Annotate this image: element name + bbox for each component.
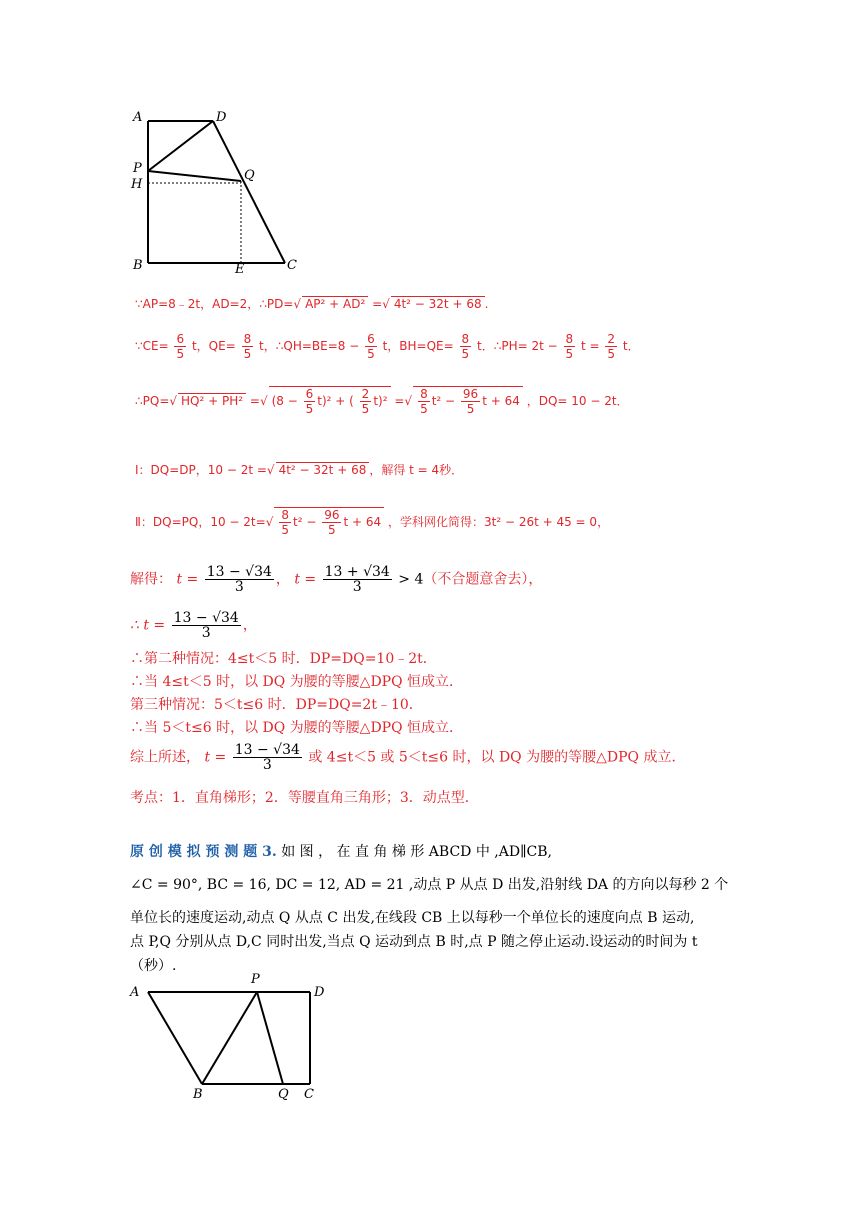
label-Q: Q — [244, 168, 255, 183]
problem-line-1: 原 创 模 拟 预 测 题 3. 如 图 ， 在 直 角 梯 形 ABCD 中 ,AD∥CB, — [130, 844, 552, 860]
problem-title: 原 创 模 拟 预 测 题 3. — [130, 844, 277, 860]
solution-line-5: 第三种情况：5＜t≤6 时．DP=DQ=2t﹣10． — [130, 697, 423, 713]
derivation-line-5: Ⅱ：DQ=PQ，10 − 2t=√ $\frac{8}{5}$ t² − $\frac{96}{5}$ t + 64 ，学科网化简得：3t² − 26t + 45 = 0， — [135, 508, 610, 537]
label-E: E — [235, 262, 245, 277]
derivation-line-2: ∵CE= $\frac{6}{5}$ t，QE= $\frac{8}{5}$ t，∴QH=BE=8 − $\frac{6}{5}$ t，BH=QE= $\frac{8}{5}$ t．∴PH= 2t − $\frac{8}{5}$ t = $\frac{2}{5}$ t． — [135, 332, 640, 361]
fig2-label-B: B — [193, 1087, 203, 1102]
fig2-label-C: C — [304, 1087, 314, 1102]
problem-line-4: 点 P,Q 分别从点 D,C 同时出发,当点 Q 运动到点 B 时,点 P 随之停止运动.设运动的时间为 t — [130, 934, 698, 950]
figure-1-trapezoid — [125, 105, 315, 280]
solution-line-8: 考点：1．直角梯形；2．等腰直角三角形；3．动点型． — [130, 790, 479, 806]
solution-line-1: 解得： t = $\frac{13 - √34}{3}$ ， t = $\frac{13 + √34}{3}$ > 4（不合题意舍去）， — [130, 564, 543, 595]
problem-line-5: （秒）. — [130, 958, 177, 974]
fig2-label-D: D — [314, 985, 325, 1000]
solution-line-4: ∴当 4≤t＜5 时，以 DQ 为腰的等腰△DPQ 恒成立． — [130, 674, 464, 690]
label-H: H — [131, 177, 143, 192]
label-P: P — [133, 161, 142, 176]
fig2-label-A: A — [130, 985, 140, 1000]
label-B: B — [133, 258, 143, 273]
derivation-line-4: Ⅰ：DQ=DP，10 − 2t =√ 4t² − 32t + 68 ，解得 t = 4秒． — [135, 463, 464, 477]
label-A: A — [133, 110, 143, 125]
label-D: D — [216, 110, 227, 125]
solution-line-3: ∴第二种情况：4≤t＜5 时．DP=DQ=10﹣2t． — [130, 651, 437, 667]
solution-line-2: ∴ t = $\frac{13 - √34}{3}$ ， — [130, 610, 257, 641]
derivation-line-1: ∵AP=8﹣2t，AD=2，∴PD=√ AP² + AD² =√ 4t² − 32t + 68 . — [135, 297, 489, 311]
problem-line-2: ∠C = 90°, BC = 16, DC = 12, AD = 21 ,动点 P 从点 D 出发,沿射线 DA 的方向以每秒 2 个 — [130, 877, 729, 893]
fig2-label-P: P — [251, 972, 260, 987]
solution-line-6: ∴当 5＜t≤6 时，以 DQ 为腰的等腰△DPQ 恒成立． — [130, 720, 464, 736]
label-C: C — [287, 258, 297, 273]
fig2-label-Q: Q — [278, 1087, 289, 1102]
solution-line-7: 综上所述， t = $\frac{13 - √34}{3}$ 或 4≤t＜5 或 5＜t≤6 时，以 DQ 为腰的等腰△DPQ 成立． — [130, 742, 686, 773]
problem-line-3: 单位长的速度运动,动点 Q 从点 C 出发,在线段 CB 上以每秒一个单位长的速度向点 B 运动, — [130, 910, 695, 926]
figure-2-trapezoid — [140, 980, 330, 1090]
derivation-line-3: ∴PQ=√ HQ² + PH² =√ (8 − $\frac{6}{5}$ t)² + ( $\frac{2}{5}$ t)² =√ $\frac{8}{5}$ t² − $\frac{96}{5}$ t + 64 ，DQ= 10 − 2t． — [135, 387, 629, 416]
